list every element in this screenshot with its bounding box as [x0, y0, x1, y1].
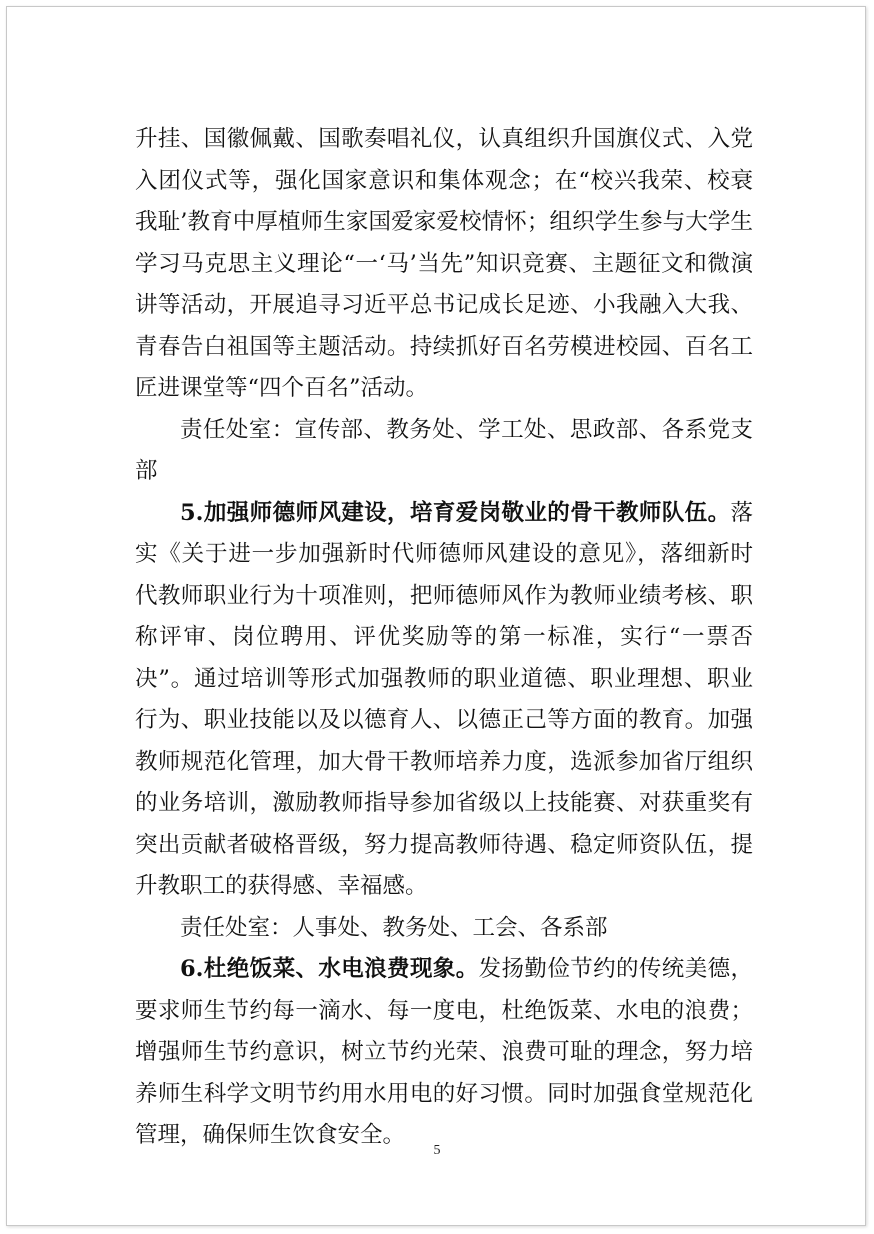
document-body	[135, 119, 753, 1157]
item-5-body: 落实《关于进一步加强新时代师德师风建设的意见》，落细新时代教师职业行为十项准则，把师德师风作为教师业绩考核、职称评审、岗位聘用、评优奖励等的第一标准，实行“一票否决”。通过培训等形式加强教师的职业道德、职业理想、职业行为、职业技能以及以德育人、以德正己等方面的教育。加强教师规范化管理，加大骨干教师培养力度，选派参加省厅组织的业务培训，激励教师指导参加省级以上技能赛、对获重奖有突出贡献者破格晋级，努力提高教师待遇、稳定师资队伍，提升教职工的获得感、幸福感。	[135, 499, 753, 899]
item-6-heading: 6.杜绝饭菜、水电浪费现象。	[180, 956, 479, 982]
item-6-paragraph	[135, 949, 753, 1157]
paragraph-continuation: 升挂、国徽佩戴、国歌奏唱礼仪，认真组织升国旗仪式、入党入团仪式等，强化国家意识和集体观念；在“校兴我荣、校衰我耻’教育中厚植师生家国爱家爱校情怀；组织学生参与大学生学习马克思主义理论“一‘马’当先”知识竞赛、主题征文和微演讲等活动，开展追寻习近平总书记成长足迹、小我融入大我、青春告白祖国等主题活动。持续抓好百名劳模进校园、百名工匠进课堂等“四个百名”活动。	[135, 126, 753, 401]
item-5-paragraph	[135, 493, 753, 908]
page-number: 5	[433, 1143, 441, 1158]
responsibility-line-1: 责任处室：宣传部、教务处、学工处、思政部、各系党支部	[135, 416, 753, 484]
responsibility-line-2: 责任处室：人事处、教务处、工会、各系部	[180, 914, 608, 941]
item-6-body: 发扬勤俭节约的传统美德，要求师生节约每一滴水、每一度电，杜绝饭菜、水电的浪费；增强师生节约意识，树立节约光荣、浪费可耻的理念，努力培养师生科学文明节约用水用电的好习惯。同时加强食堂规范化管理，确保师生饮食安全。	[135, 956, 753, 1148]
document-page	[6, 6, 866, 1226]
item-5-heading: 5.加强师德师风建设，培育爱岗敬业的骨干教师队伍。	[180, 499, 731, 526]
